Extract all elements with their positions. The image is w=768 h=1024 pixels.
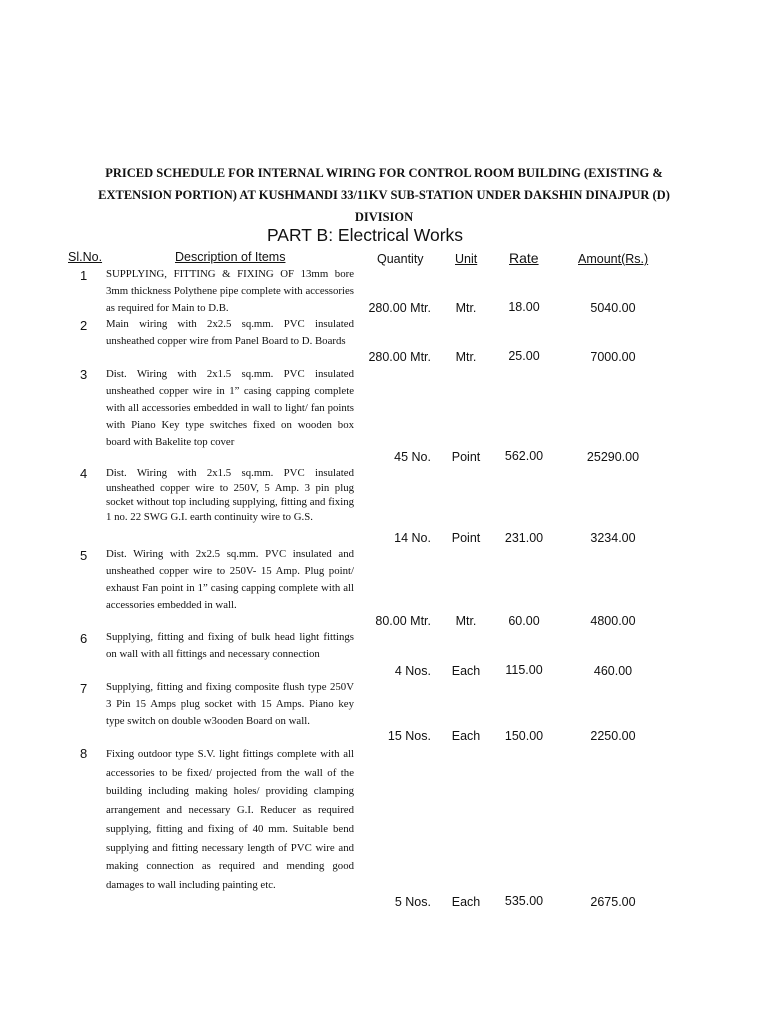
row-1-quantity: 280.00 Mtr. <box>368 301 431 315</box>
row-3-quantity: 45 No. <box>394 450 431 464</box>
row-6-rate: 115.00 <box>505 663 543 677</box>
row-8-unit: Each <box>451 895 481 909</box>
schedule-title-line-2: EXTENSION PORTION) AT KUSHMANDI 33/11KV SUB-STATION UNDER DAKSHIN DINAJPUR (D) <box>98 188 670 202</box>
row-5-sl: 5 <box>80 548 88 563</box>
row-4-quantity: 14 No. <box>394 531 431 545</box>
header-quantity: Quantity <box>377 252 424 266</box>
row-1-rate: 18.00 <box>508 300 540 314</box>
header-rate: Rate <box>509 250 539 266</box>
row-4-sl: 4 <box>80 466 88 481</box>
row-1-unit: Mtr. <box>455 301 477 315</box>
row-7-description: Supplying, fitting and fixing composite flush type 250V 3 Pin 15 Amps plug socket with 15 Amps. Piano key type switch on double w3ooden Board on wall. <box>106 681 354 727</box>
row-5-rate: 60.00 <box>508 614 540 628</box>
row-7-sl: 7 <box>80 681 88 696</box>
row-7-quantity: 15 Nos. <box>387 729 431 743</box>
row-2-quantity: 280.00 Mtr. <box>368 350 431 364</box>
row-2-rate: 25.00 <box>508 349 540 363</box>
row-2-unit: Mtr. <box>455 350 477 364</box>
row-4-unit: Point <box>451 531 481 545</box>
part-title: PART B: Electrical Works <box>266 225 464 245</box>
row-7-rate: 150.00 <box>504 729 544 743</box>
row-2-sl: 2 <box>80 318 88 333</box>
row-5-quantity: 80.00 Mtr. <box>375 614 431 628</box>
row-8-amount: 2675.00 <box>590 895 636 909</box>
row-4-description: Dist. Wiring with 2x1.5 sq.mm. PVC insulated unsheathed copper wire to 250V, 5 Amp. 3 pin plug socket without top including supplying, fitting and fixing 1 no. 22 SWG G.I. earth continuity wire to G.S. <box>106 467 354 523</box>
row-3-rate: 562.00 <box>504 449 544 463</box>
row-8-description: Fixing outdoor type S.V. light fittings complete with all accessories to be fixed/ projected from the wall of the building including making holes/ providing clamping arrangement and necessary G.I. Reducer as required supplying, fitting and fixing of 40 mm. Suitable bend supplying and fitting necessary length of PVC wire and making connection as required and mending good damages to wall including painting etc. <box>106 748 354 891</box>
row-7-unit: Each <box>451 729 481 743</box>
header-unit: Unit <box>455 252 478 266</box>
row-3-description: Dist. Wiring with 2x1.5 sq.mm. PVC insulated unsheathed copper wire in 1” casing capping complete with all accessories embedded in wall to light/ fan points with Piano Key type switches fixed on wooden box board with Bakelite top cover <box>106 368 354 448</box>
row-7-amount: 2250.00 <box>590 729 636 743</box>
schedule-title-line-1: PRICED SCHEDULE FOR INTERNAL WIRING FOR CONTROL ROOM BUILDING (EXISTING & <box>105 166 663 180</box>
row-8-quantity: 5 Nos. <box>394 895 431 909</box>
row-4-amount: 3234.00 <box>590 531 636 545</box>
header-amount: Amount(Rs.) <box>578 252 649 266</box>
row-3-unit: Point <box>451 450 481 464</box>
row-6-sl: 6 <box>80 631 88 646</box>
row-6-amount: 460.00 <box>593 664 633 678</box>
row-6-description: Supplying, fitting and fixing of bulk head light fittings on wall with all fittings and necessary connection <box>106 631 354 660</box>
row-3-sl: 3 <box>80 367 88 382</box>
row-8-rate: 535.00 <box>504 894 544 908</box>
row-1-amount: 5040.00 <box>590 301 636 315</box>
row-4-rate: 231.00 <box>504 531 544 545</box>
row-3-amount: 25290.00 <box>586 450 640 464</box>
row-5-description: Dist. Wiring with 2x2.5 sq.mm. PVC insulated and unsheathed copper wire to 250V- 15 Amp. Plug point/ exhaust Fan point in 1” casing capping complete with all accessories embedded in wall. <box>106 548 354 611</box>
row-6-unit: Each <box>451 664 481 678</box>
header-description: Description of Items <box>175 250 286 264</box>
schedule-title-line-3: DIVISION <box>354 210 414 224</box>
row-5-amount: 4800.00 <box>590 614 636 628</box>
row-2-description: Main wiring with 2x2.5 sq.mm. PVC insulated unsheathed copper wire from Panel Board to D. Boards <box>106 318 354 347</box>
row-1-sl: 1 <box>80 268 88 283</box>
header-sl-no: Sl.No. <box>68 250 103 264</box>
row-1-description: SUPPLYING, FITTING & FIXING OF 13mm bore 3mm thickness Polythene pipe complete with accessories as required for Main to D.B. <box>106 268 354 314</box>
row-5-unit: Mtr. <box>455 614 477 628</box>
row-2-amount: 7000.00 <box>590 350 636 364</box>
row-8-sl: 8 <box>80 746 88 761</box>
row-6-quantity: 4 Nos. <box>394 664 431 678</box>
